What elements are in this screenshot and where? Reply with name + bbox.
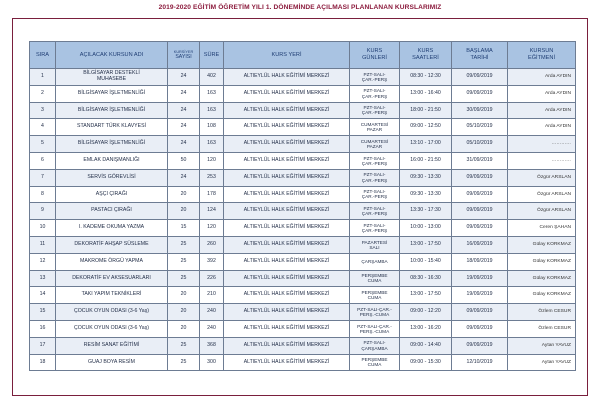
cell-egitmen: Aytan YAVUZ — [508, 337, 576, 354]
cell-egitmen: Özgür ARSLAN — [508, 186, 576, 203]
cell-gunler — [350, 253, 400, 270]
cell-kurs-adi-line1: RESİM SANAT EĞİTİMİ — [83, 341, 140, 348]
cell-tarih: 09/09/2019 — [452, 337, 508, 354]
cell-tarih: 19/09/2019 — [452, 270, 508, 287]
cell-sure: 163 — [200, 102, 224, 119]
cell-saatler: 09:00 - 15:30 — [400, 354, 452, 371]
table-row — [30, 354, 576, 371]
table-row — [30, 136, 576, 153]
cell-saatler: 13:00 - 16:20 — [400, 320, 452, 337]
cell-kurs-adi — [56, 152, 168, 169]
cell-kurs-adi — [56, 69, 168, 86]
cell-gunler-line1: PERŞEMBE — [361, 273, 388, 279]
header-tarih-line2: TARİHİ — [470, 55, 489, 61]
cell-kurs-yeri: ALTIEYLÜL HALK EĞİTİMİ MERKEZİ — [224, 169, 350, 186]
page-title: 2019-2020 EĞİTİM ÖĞRETİM YILI 1. DÖNEMİNDE AÇILMASI PLANLANAN KURSLARIMIZ — [158, 4, 442, 11]
cell-saatler: 16:00 - 21:50 — [400, 152, 452, 169]
cell-gunler-line2: PERŞ.-CUMA — [359, 328, 390, 334]
cell-gunler-line2: ÇARŞAMBA — [361, 345, 388, 351]
cell-gunler-line1: PZT-SALI- — [363, 88, 386, 94]
cell-gunler-line2: ÇAR.-PERŞ — [361, 160, 388, 166]
cell-gunler — [350, 337, 400, 354]
header-sira: SIRA — [30, 42, 56, 69]
cell-kurs-adi-line1: MAKROME ÖRGÜ YAPMA — [80, 257, 143, 264]
cell-kursiyer: 50 — [168, 152, 200, 169]
table-row — [30, 304, 576, 321]
cell-gunler-line1: PZT-SALI-ÇAR.- — [357, 323, 392, 329]
header-tarih-line1: BAŞLAMA — [466, 48, 493, 55]
cell-gunler — [350, 304, 400, 321]
cell-kurs-yeri: ALTIEYLÜL HALK EĞİTİMİ MERKEZİ — [224, 85, 350, 102]
cell-saatler: 10:00 - 13:00 — [400, 220, 452, 237]
cell-kurs-adi — [56, 236, 168, 253]
cell-kursiyer: 20 — [168, 203, 200, 220]
cell-sure: 300 — [200, 354, 224, 371]
cell-sure: 240 — [200, 320, 224, 337]
cell-gunler-line1: CUMARTESİ — [360, 122, 389, 128]
cell-egitmen: Gülay KORKMAZ — [508, 270, 576, 287]
cell-kurs-adi-line1: BİLGİSAYAR İŞLETMENLİĞİ — [77, 140, 146, 147]
cell-gunler-line2: CUMA — [367, 362, 382, 368]
cell-kurs-adi — [56, 270, 168, 287]
cell-kursiyer: 24 — [168, 69, 200, 86]
cell-kursiyer: 24 — [168, 119, 200, 136]
table-row — [30, 220, 576, 237]
cell-sira: 11 — [30, 236, 56, 253]
cell-saatler: 08:30 - 16:30 — [400, 270, 452, 287]
cell-saatler: 13:00 - 17:50 — [400, 287, 452, 304]
cell-tarih: 16/09/2019 — [452, 236, 508, 253]
cell-kursiyer: 20 — [168, 186, 200, 203]
cell-kurs-adi — [56, 304, 168, 321]
cell-kurs-adi-line1: ÇOCUK OYUN ODASI (3-6 Yaş) — [73, 325, 150, 332]
table-row — [30, 102, 576, 119]
header-kursiyer-line1: KURSİYER — [173, 50, 194, 54]
table-row — [30, 69, 576, 86]
header-kursiyer — [168, 42, 200, 69]
cell-kurs-adi — [56, 102, 168, 119]
cell-saatler: 09:30 - 13:30 — [400, 169, 452, 186]
cell-gunler-line2: ÇAR.-PERŞ — [361, 177, 388, 183]
cell-saatler: 09:00 - 14:40 — [400, 337, 452, 354]
cell-sira: 16 — [30, 320, 56, 337]
cell-gunler-line2: CUMA — [367, 295, 382, 301]
cell-egitmen: Arda AYDIN — [508, 119, 576, 136]
cell-sure: 163 — [200, 136, 224, 153]
cell-tarih: 09/09/2019 — [452, 186, 508, 203]
cell-kurs-adi-line1: BİLGİSAYAR DESTEKLİ — [83, 70, 140, 77]
cell-kurs-adi-line1: DEKORATİF AHŞAP SÜSLEME — [74, 241, 149, 248]
table-row — [30, 119, 576, 136]
cell-sure: 210 — [200, 287, 224, 304]
cell-kurs-adi — [56, 337, 168, 354]
cell-kurs-adi-line1: I. KADEME OKUMA YAZMA — [78, 224, 145, 231]
cell-gunler-line2: ÇAR.-PERŞ — [361, 228, 388, 234]
cell-gunler-line1: PZT-SALI- — [363, 155, 386, 161]
cell-saatler: 10:00 - 15:40 — [400, 253, 452, 270]
cell-kurs-adi — [56, 320, 168, 337]
cell-egitmen: ………… — [508, 136, 576, 153]
cell-gunler-line1: ÇARŞAMBA — [361, 259, 388, 265]
cell-kurs-yeri: ALTIEYLÜL HALK EĞİTİMİ MERKEZİ — [224, 102, 350, 119]
cell-gunler — [350, 152, 400, 169]
cell-egitmen: Gülay KORKMAZ — [508, 287, 576, 304]
cell-kurs-adi-line1: TAKI YAPIM TEKNİKLERİ — [81, 291, 142, 298]
cell-sure: 178 — [200, 186, 224, 203]
cell-tarih: 09/09/2019 — [452, 69, 508, 86]
cell-gunler-line1: CUMARTESİ — [360, 138, 389, 144]
header-yer: KURS YERİ — [224, 42, 350, 69]
cell-kursiyer: 24 — [168, 102, 200, 119]
table-row — [30, 203, 576, 220]
cell-gunler — [350, 320, 400, 337]
header-sure: SÜRE — [200, 42, 224, 69]
cell-tarih: 09/09/2019 — [452, 320, 508, 337]
cell-egitmen: Özgür ARSLAN — [508, 169, 576, 186]
cell-sure: 368 — [200, 337, 224, 354]
header-saatler-line2: SAATLERİ — [412, 55, 439, 61]
cell-kursiyer: 25 — [168, 354, 200, 371]
cell-sira: 10 — [30, 220, 56, 237]
cell-kurs-adi — [56, 253, 168, 270]
cell-kurs-adi — [56, 85, 168, 102]
cell-sira: 7 — [30, 169, 56, 186]
cell-gunler-line2: CUMA — [367, 278, 382, 284]
table-row — [30, 320, 576, 337]
cell-sira: 1 — [30, 69, 56, 86]
cell-gunler — [350, 203, 400, 220]
cell-gunler-line1: PZT-SALI- — [363, 340, 386, 346]
cell-sure: 260 — [200, 236, 224, 253]
cell-kurs-adi — [56, 354, 168, 371]
cell-tarih: 31/09/2019 — [452, 152, 508, 169]
cell-kurs-adi-line1: STANDART TÜRK KLAVYESİ — [77, 123, 146, 130]
cell-saatler: 09:00 - 12:20 — [400, 304, 452, 321]
cell-kurs-yeri: ALTIEYLÜL HALK EĞİTİMİ MERKEZİ — [224, 69, 350, 86]
cell-kursiyer: 25 — [168, 270, 200, 287]
cell-sure: 108 — [200, 119, 224, 136]
cell-gunler-line2: PAZAR — [366, 127, 383, 133]
cell-gunler — [350, 69, 400, 86]
cell-gunler-line1: PZT-SALI- — [363, 71, 386, 77]
cell-sira: 13 — [30, 270, 56, 287]
cell-gunler — [350, 354, 400, 371]
cell-gunler-line2: ÇAR.-PERŞ — [361, 93, 388, 99]
cell-kurs-adi-line1: DEKORATİF EV AKSESUARLARI — [72, 274, 151, 281]
cell-tarih: 09/09/2019 — [452, 85, 508, 102]
table-row — [30, 337, 576, 354]
cell-kurs-adi — [56, 203, 168, 220]
cell-kursiyer: 15 — [168, 220, 200, 237]
cell-gunler — [350, 287, 400, 304]
cell-kurs-yeri: ALTIEYLÜL HALK EĞİTİMİ MERKEZİ — [224, 136, 350, 153]
cell-kurs-yeri: ALTIEYLÜL HALK EĞİTİMİ MERKEZİ — [224, 304, 350, 321]
cell-kurs-yeri: ALTIEYLÜL HALK EĞİTİMİ MERKEZİ — [224, 220, 350, 237]
cell-gunler — [350, 236, 400, 253]
cell-sira: 5 — [30, 136, 56, 153]
cell-saatler: 09:30 - 13:30 — [400, 186, 452, 203]
cell-egitmen: Özlem CESUR — [508, 304, 576, 321]
cell-gunler-line1: PZT-SALI-ÇAR.- — [357, 306, 392, 312]
cell-egitmen: Özgür ARSLAN — [508, 203, 576, 220]
cell-kurs-yeri: ALTIEYLÜL HALK EĞİTİMİ MERKEZİ — [224, 236, 350, 253]
cell-sure: 392 — [200, 253, 224, 270]
table-row — [30, 186, 576, 203]
table-row — [30, 169, 576, 186]
cell-saatler: 08:30 - 12:30 — [400, 69, 452, 86]
cell-sure: 120 — [200, 220, 224, 237]
cell-gunler-line1: PERŞEMBE — [361, 357, 388, 363]
cell-kurs-adi-line1: BİLGİSAYAR İŞLETMENLİĞİ — [77, 106, 146, 113]
cell-kursiyer: 20 — [168, 287, 200, 304]
cell-egitmen: Ceren ŞAHAN — [508, 220, 576, 237]
cell-sira: 9 — [30, 203, 56, 220]
cell-sira: 15 — [30, 304, 56, 321]
table-header — [30, 42, 576, 69]
cell-kurs-adi-line1: ÇOCUK OYUN ODASI (3-6 Yaş) — [73, 308, 150, 315]
cell-kursiyer: 24 — [168, 136, 200, 153]
cell-kurs-adi-line1: GUAJ BOYA RESİM — [88, 358, 135, 365]
cell-sira: 14 — [30, 287, 56, 304]
cell-tarih: 19/09/2019 — [452, 287, 508, 304]
cell-egitmen: Gülay KORKMAZ — [508, 253, 576, 270]
cell-kurs-adi — [56, 119, 168, 136]
cell-saatler: 18:00 - 21:50 — [400, 102, 452, 119]
cell-kurs-adi-line1: AŞÇI ÇIRAĞI — [95, 190, 128, 197]
cell-kurs-yeri: ALTIEYLÜL HALK EĞİTİMİ MERKEZİ — [224, 320, 350, 337]
cell-sira: 18 — [30, 354, 56, 371]
cell-tarih: 05/10/2019 — [452, 119, 508, 136]
table-row — [30, 85, 576, 102]
cell-sira: 4 — [30, 119, 56, 136]
cell-egitmen: Gülay KORKMAZ — [508, 236, 576, 253]
cell-gunler-line2: PAZAR — [366, 144, 383, 150]
cell-kurs-adi — [56, 287, 168, 304]
cell-gunler — [350, 102, 400, 119]
cell-kurs-yeri: ALTIEYLÜL HALK EĞİTİMİ MERKEZİ — [224, 152, 350, 169]
cell-saatler: 13:10 - 17:00 — [400, 136, 452, 153]
cell-tarih: 09/09/2019 — [452, 220, 508, 237]
cell-kursiyer: 20 — [168, 304, 200, 321]
header-egitmen-line1: KURSUN — [529, 48, 554, 55]
cell-gunler — [350, 136, 400, 153]
cell-sure: 124 — [200, 203, 224, 220]
cell-tarih: 09/09/2019 — [452, 169, 508, 186]
cell-sure: 226 — [200, 270, 224, 287]
cell-kursiyer: 25 — [168, 253, 200, 270]
cell-gunler-line2: PERŞ.-CUMA — [359, 312, 390, 318]
cell-kurs-yeri: ALTIEYLÜL HALK EĞİTİMİ MERKEZİ — [224, 203, 350, 220]
cell-sira: 2 — [30, 85, 56, 102]
cell-tarih: 09/09/2019 — [452, 203, 508, 220]
cell-kurs-yeri: ALTIEYLÜL HALK EĞİTİMİ MERKEZİ — [224, 253, 350, 270]
cell-sure: 120 — [200, 152, 224, 169]
cell-kurs-adi-line1: SERVİS GÖREVLİSİ — [87, 173, 136, 180]
cell-sure: 402 — [200, 69, 224, 86]
table-row — [30, 253, 576, 270]
header-tarih — [452, 42, 508, 69]
cell-sure: 240 — [200, 304, 224, 321]
cell-kurs-adi-line2: MUHASEBE — [96, 75, 127, 82]
cell-sira: 6 — [30, 152, 56, 169]
cell-kursiyer: 24 — [168, 85, 200, 102]
cell-kurs-yeri: ALTIEYLÜL HALK EĞİTİMİ MERKEZİ — [224, 119, 350, 136]
cell-kurs-yeri: ALTIEYLÜL HALK EĞİTİMİ MERKEZİ — [224, 354, 350, 371]
cell-saatler: 13:00 - 17:50 — [400, 236, 452, 253]
cell-kurs-yeri: ALTIEYLÜL HALK EĞİTİMİ MERKEZİ — [224, 337, 350, 354]
cell-egitmen: Arda AYDIN — [508, 85, 576, 102]
header-saatler-line1: KURS — [417, 48, 434, 55]
cell-gunler-line1: PZT-SALI- — [363, 189, 386, 195]
cell-kurs-adi — [56, 136, 168, 153]
cell-sira: 12 — [30, 253, 56, 270]
cell-gunler-line1: PZT-SALI- — [363, 206, 386, 212]
cell-kurs-yeri: ALTIEYLÜL HALK EĞİTİMİ MERKEZİ — [224, 287, 350, 304]
cell-gunler-line2: ÇAR.-PERŞ — [361, 110, 388, 116]
cell-gunler-line2: ÇAR.-PERŞ — [361, 211, 388, 217]
cell-kursiyer: 25 — [168, 337, 200, 354]
table-row — [30, 287, 576, 304]
cell-sira: 8 — [30, 186, 56, 203]
cell-gunler — [350, 270, 400, 287]
cell-sira: 17 — [30, 337, 56, 354]
header-gunler — [350, 42, 400, 69]
cell-tarih: 30/09/2019 — [452, 102, 508, 119]
cell-gunler — [350, 85, 400, 102]
cell-gunler-line1: PERŞEMBE — [361, 290, 388, 296]
cell-gunler-line2: SALI — [369, 244, 380, 250]
cell-egitmen: ………… — [508, 152, 576, 169]
header-saatler — [400, 42, 452, 69]
cell-tarih: 12/10/2019 — [452, 354, 508, 371]
cell-kursiyer: 20 — [168, 320, 200, 337]
cell-egitmen: Arda AYDIN — [508, 69, 576, 86]
cell-saatler: 13:00 - 16:40 — [400, 85, 452, 102]
cell-sira: 3 — [30, 102, 56, 119]
cell-gunler-line2: ÇAR.-PERŞ — [361, 76, 388, 82]
cell-gunler-line1: PZT-SALI- — [363, 222, 386, 228]
cell-sure: 163 — [200, 85, 224, 102]
cell-tarih: 18/09/2019 — [452, 253, 508, 270]
header-gunler-line1: KURS — [366, 48, 383, 55]
cell-gunler — [350, 119, 400, 136]
cell-kursiyer: 24 — [168, 169, 200, 186]
cell-sure: 253 — [200, 169, 224, 186]
header-gunler-line2: GÜNLERİ — [362, 55, 387, 61]
cell-kurs-adi — [56, 186, 168, 203]
header-kursiyer-line2: SAYISI — [175, 54, 192, 60]
cell-gunler-line1: PAZARTESİ — [361, 239, 388, 245]
cell-kursiyer: 25 — [168, 236, 200, 253]
cell-kurs-adi — [56, 220, 168, 237]
cell-gunler-line2: ÇAR.-PERŞ — [361, 194, 388, 200]
cell-tarih: 05/10/2019 — [452, 136, 508, 153]
header-kurs-adi: AÇILACAK KURSUN ADI — [56, 42, 168, 69]
cell-gunler — [350, 169, 400, 186]
table-row — [30, 152, 576, 169]
cell-tarih: 09/09/2019 — [452, 304, 508, 321]
header-egitmen — [508, 42, 576, 69]
header-egitmen-line2: EĞİTMENİ — [527, 55, 556, 61]
cell-kurs-adi-line1: BİLGİSAYAR İŞLETMENLİĞİ — [77, 89, 146, 96]
cell-egitmen: Arda AYDIN — [508, 102, 576, 119]
cell-saatler: 09:00 - 12:50 — [400, 119, 452, 136]
cell-kurs-yeri: ALTIEYLÜL HALK EĞİTİMİ MERKEZİ — [224, 186, 350, 203]
cell-gunler — [350, 186, 400, 203]
course-table-wrapper — [29, 41, 575, 371]
table-body — [30, 69, 576, 371]
cell-kurs-adi-line1: PASTACI ÇIRAĞI — [91, 207, 132, 214]
cell-egitmen: Özlem CESUR — [508, 320, 576, 337]
cell-kurs-adi — [56, 169, 168, 186]
cell-kurs-yeri: ALTIEYLÜL HALK EĞİTİMİ MERKEZİ — [224, 270, 350, 287]
table-row — [30, 236, 576, 253]
cell-kurs-adi-line1: EMLAK DANIŞMANLIĞI — [83, 157, 140, 164]
cell-gunler-line1: PZT-SALI- — [363, 172, 386, 178]
cell-egitmen: Aytan YAVUZ — [508, 354, 576, 371]
course-table — [29, 41, 576, 371]
table-row — [30, 270, 576, 287]
cell-saatler: 13:30 - 17:30 — [400, 203, 452, 220]
cell-gunler-line1: PZT-SALI- — [363, 105, 386, 111]
cell-gunler — [350, 220, 400, 237]
